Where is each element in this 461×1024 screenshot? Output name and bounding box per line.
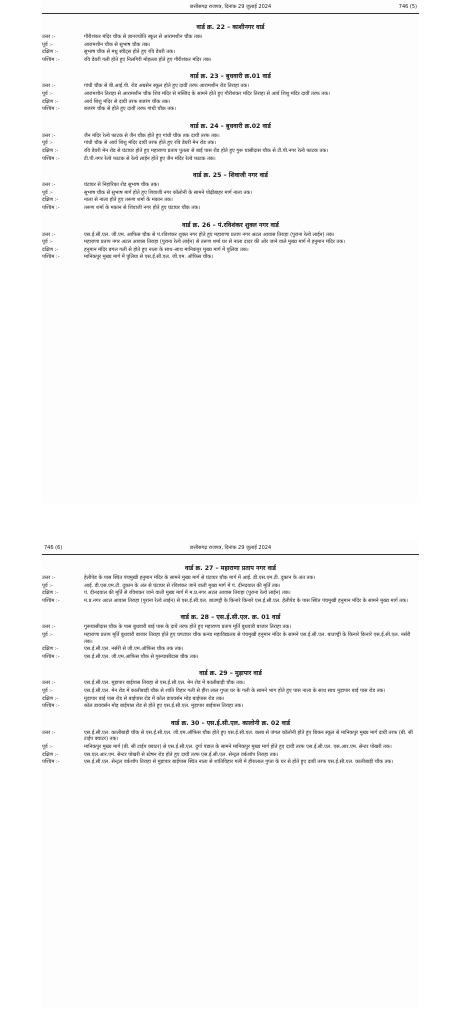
boundary-direction: पूर्व :- [42, 239, 53, 246]
boundary-description: गौरीशंकर मंदिर चौक से ज्ञानज्योति स्कूल से आरामशीन चौक तक। [84, 34, 203, 40]
boundary-description: घंटाघर से निहारिका रोड सुभाष चौक तक। [84, 182, 160, 189]
ward-section [42, 563, 419, 604]
boundary-row [42, 197, 419, 204]
boundary-row [42, 632, 419, 645]
boundary-description: गांधी चौक से आर्य शिशु मंदिर दायीं तरफ होते हुए रवि डेयरी मेन रोड तक। [84, 140, 217, 147]
boundary-direction: उत्तर :- [42, 575, 56, 581]
boundary-description: तरूण शर्मा के मकान से शिवाजी नगर होते हुए घंटाघर चौक तक। [84, 204, 200, 211]
boundary-description: मानिकपुर मुख्य मार्ग में पुलिया से एस.ई.सी.एल. जी.एम. ऑफिस चौक। [84, 254, 213, 261]
gazette-header-title: छत्तीसगढ़ राजपत्र, दिनांक 29 जुलाई 2024 [189, 545, 272, 551]
boundary-row [42, 239, 419, 246]
boundary-direction: पश्चिम :- [42, 254, 60, 261]
boundary-direction: दक्षिण :- [42, 646, 59, 653]
boundary-description: कोल डायवर्सन मोड़ बाईपास रोड से होते हुए एस.ई.सी.एल. मुड़ापार बाईपास तिराहा तक। [84, 703, 244, 710]
boundary-row [42, 752, 419, 759]
boundary-direction: पूर्व :- [42, 90, 53, 97]
boundary-description: महाराणा प्रताप नगर अटल आवास तिराहा (पुराना रेल्वे लाईन) से तरूण शर्मा घर से नाला दादर की ओर जाने वाले मुख्य मार्ग में हनुमान मंदिर तक। [84, 239, 345, 246]
boundary-direction: पूर्व :- [42, 631, 53, 638]
boundary-row [42, 646, 419, 653]
boundary-row [42, 688, 419, 695]
boundary-description: महाराणा प्रताप मूर्ति बुधवारी बाजार तिराहा होते हुए घण्टाघर चौक कन्या महाविद्यालय से पंचमुखी हनुमान मंदिर के सामने एस.ई.सी.एल. बाउण्ड्री के किनारे किनारे एस.ई.सी.एल. नर्सरी तक। [84, 631, 411, 645]
boundary-row [42, 91, 419, 98]
boundary-description: रवि डेयरी मेन रोड से घंटाघर होते हुए महाराणा प्रताप पुतला से बाईं पास रोड होते हुए गुरू घासीदास चौक से टी.पी.नगर रेल्वे फाटक तक। [84, 147, 329, 154]
boundary-row [42, 744, 419, 751]
boundary-row [42, 133, 419, 140]
gazette-page-2 [42, 541, 419, 1009]
boundary-row [42, 205, 419, 212]
boundary-description: आरामशीन चौक से सुभाष चौक तक। [84, 41, 151, 48]
boundary-description: गुरूघासीदास चौक के पास बुधवारी बाई पास के दायें तरफ होते हुए महाराणा प्रताप मूर्ति बुधवारी बाजार तिराहा तक। [84, 624, 292, 631]
boundary-description: रवि डेयरी गली होते हुए निलगिरी मोहल्ला होते हुए गौरीशंकर मंदिर तक। [84, 56, 212, 63]
page-header [42, 541, 419, 555]
ward-section [42, 22, 419, 63]
boundary-row [42, 156, 419, 163]
ward-section [42, 220, 419, 261]
boundary-row [42, 654, 419, 661]
boundary-direction: दक्षिण :- [42, 98, 59, 105]
boundary-direction: पूर्व :- [42, 41, 53, 48]
boundary-row [42, 583, 419, 590]
boundary-direction: उत्तर :- [42, 729, 56, 736]
boundary-direction: पश्चिम :- [42, 759, 60, 766]
boundary-direction: दक्षिण :- [42, 695, 59, 702]
ward-section [42, 71, 419, 112]
gazette-page-1 [42, 0, 419, 503]
boundary-row [42, 759, 419, 766]
boundary-direction: दक्षिण :- [42, 246, 59, 253]
gazette-header-title: छत्तीसगढ़ राजपत्र, दिनांक 29 जुलाई 2024 [189, 4, 272, 10]
ward-title: वार्ड क्र. 25 – शिवाजी नगर वार्ड [193, 172, 268, 180]
boundary-direction: उत्तर :- [42, 624, 56, 631]
boundary-direction: उत्तर :- [42, 182, 56, 189]
boundary-row [42, 99, 419, 106]
ward-section [42, 718, 419, 766]
boundary-direction: उत्तर :- [42, 680, 56, 687]
boundary-row [42, 730, 419, 743]
ward-title: वार्ड क्र. 28 – एस.ई.सी.एल. क्र. 01 वार्ड [180, 614, 281, 622]
ward-title: वार्ड क्र. 24 – बुधवारी क्र.02 वार्ड [190, 122, 271, 130]
boundary-description: टी.पी.नगर रेल्वे फाटक से रेल्वे लाईन होते हुए जैन मंदिर रेल्वे फाटक तक। [84, 155, 216, 162]
boundary-description: सुभाष चौक से मधु स्वीट्स होते हुए रवि डेयरी तक। [84, 49, 175, 56]
boundary-direction: दक्षिण :- [42, 197, 59, 204]
boundary-direction: पश्चिम :- [42, 155, 60, 162]
boundary-direction: उत्तर :- [42, 34, 56, 40]
page-body [42, 22, 419, 261]
boundary-description: एस.ई.सी.एल. मुड़ापार बाईपास तिराहा से एस.ई.सी.एल. मेन रोड में कालीबाड़ी चौक तक। [84, 680, 245, 687]
boundary-direction: पश्चिम :- [42, 653, 60, 660]
boundary-row [42, 140, 419, 147]
boundary-row [42, 106, 419, 113]
boundary-description: गांधी चौक से बी.आई.पी. रोड अग्रसेन स्कूल होते हुए दायीं तरफ आरामशीन रोड तिराहा तक। [84, 83, 250, 90]
boundary-description: एस.ई.सी.एल. मेन रोड में कालीबाड़ी चौक से शांति विहार गली से हीरा लाल गुप्ता घर के गली के सामने भाग होते हुए पास नाला के साथ साथ मुड़ापार बाई पास रोड तक। [84, 687, 386, 694]
page-number: 746 (5) [398, 4, 417, 10]
ward-title: वार्ड क्र. 23 – बुधवारी क्र.01 वार्ड [190, 73, 271, 81]
boundary-direction: पश्चिम :- [42, 106, 60, 113]
boundary-description: मानिकपुर मुख्य मार्ग (बी. सी टाईप क्वाटर) से एस.ई.सी.एल. दुर्गा पंडाल के सामने मानिकपुर मुख्य मार्ग होते हुए दायीं तरफ एस.ई.सी.एल. एस.आर.एम. सेन्टर पोखरी तक। [84, 743, 392, 750]
page-header [42, 0, 419, 14]
boundary-direction: पश्चिम :- [42, 56, 60, 63]
boundary-description: आरामशीन तिराहा से आरामशीन चौक शिव मंदिर से मस्जिद के सामने होते हुए गौरीशंकर मंदिर तिराहा से आर्य शिशु मंदिर दायीं तरफ तक। [84, 90, 330, 97]
ward-title: वार्ड क्र. 29 – मुड़ापार वार्ड [199, 670, 262, 678]
boundary-direction: उत्तर :- [42, 132, 56, 139]
boundary-row [42, 624, 419, 631]
boundary-row [42, 57, 419, 64]
boundary-row [42, 190, 419, 197]
ward-title: वार्ड क्र. 27 – महाराणा प्रताप नगर वार्ड [184, 565, 276, 572]
boundary-description: म.प्र.नगर अटल आवास तिराहा (पुराना रेल्वे लाईन) से एस.ई.सी.एल. बाउण्ड्री के किनारे किनारे एस.ई.सी.एल. हेलीपेड के पास स्थित पंचमुखी हनुमान मंदिर के सामने मुख्य मार्ग तक। [84, 597, 408, 604]
ward-title: वार्ड क्र. 30 – एस.ई.सी.एल. कालोनी क्र. 02 वार्ड [170, 719, 291, 727]
boundary-direction: पूर्व :- [42, 743, 53, 750]
boundary-description: एस.ई.सी.एल. नर्सरी से जी.एम.ऑफिस चौक तक तक। [84, 646, 184, 653]
boundary-direction: दक्षिण :- [42, 49, 59, 56]
boundary-row [42, 148, 419, 155]
boundary-row [42, 49, 419, 56]
boundary-direction: पश्चिम :- [42, 703, 60, 710]
boundary-row [42, 575, 419, 582]
boundary-row [42, 590, 419, 597]
boundary-description: एस.एल.आर.एम. सेन्टर पोखरी से स्टेषन रोड होते हुए दायीं तरफ एस.ई.सी.एल. सेन्ट्रल वर्कशॉप तिराहा तक। [84, 751, 279, 758]
boundary-direction: पूर्व :- [42, 687, 53, 694]
boundary-direction: पश्चिम :- [42, 597, 60, 604]
ward-section [42, 612, 419, 660]
boundary-description: मुड़ापार बाई पास रोड से बाईपास रोड में कोल डायवर्सन मोड़ बाईपास रोड तक। [84, 695, 225, 702]
boundary-description: पं. दीनदयाल की मूर्ति से रविशंकर जाने वाली मुख्य मार्ग में म.प्र.नगर अटल आवास तिराहा (पुराना रेल्वे लाईन) तक। [84, 590, 291, 597]
boundary-description: नाला से नाला होते हुए तरूण शर्मा के मकान तक। [84, 197, 173, 204]
boundary-direction: उत्तर :- [42, 83, 56, 90]
boundary-description: जैन मंदिर रेल्वे फाटक से जैन चौक होते हुए गांधी चौक तक दायीं तरफ तक। [84, 132, 220, 139]
ward-title: वार्ड क्र. 22 – काशीनगर वार्ड [196, 24, 265, 31]
boundary-row [42, 182, 419, 189]
boundary-description: हेलीपेड के पास स्थित पंचमुखी हनुमान मंदिर के सामने मुख्य मार्ग से घंटाघर चौक मार्ग में आई. डी.एस.एम.टी. दुकान के अंत तक। [84, 575, 316, 581]
page-number: 746 (6) [44, 545, 63, 551]
boundary-row [42, 83, 419, 90]
boundary-row [42, 696, 419, 703]
boundary-direction: दक्षिण :- [42, 751, 59, 758]
boundary-description: सुभाष चौक से सुभाष मार्ग होते हुए शिवाजी नगर कॉलोनी के सामने पोढ़ीबाहर मार्ग नाला तक। [84, 189, 253, 196]
boundary-row [42, 703, 419, 710]
boundary-direction: पूर्व :- [42, 189, 53, 196]
ward-section [42, 668, 419, 709]
boundary-description: एस.ई.सी.एल. जी.एम.आफिस चौक से गुरूघासीदास चौक तक। [84, 653, 199, 660]
ward-section [42, 121, 419, 162]
boundary-row [42, 598, 419, 605]
boundary-description: बजरंग चौक से होते हुए दायीं तरफ गांधी चौक तक। [84, 106, 176, 113]
boundary-row [42, 232, 419, 239]
boundary-row [42, 680, 419, 687]
boundary-description: आई. डी.एस.एम.टी. दुकान के अंत से घंटाघर से रविशंकर जाने वाली मुख्य मार्ग में पं. दीनदयाल की मूर्ति तक। [84, 582, 281, 589]
boundary-direction: पश्चिम :- [42, 204, 60, 211]
boundary-row [42, 247, 419, 254]
boundary-row [42, 42, 419, 49]
boundary-description: आर्य शिशु मंदिर से दायीं तरफ बजरंग चौक तक। [84, 98, 171, 105]
boundary-direction: उत्तर :- [42, 231, 56, 238]
page-body [42, 563, 419, 766]
boundary-direction: पूर्व :- [42, 582, 53, 589]
boundary-row [42, 254, 419, 261]
ward-title: वार्ड क्र. 26 – पं.रविशंकर शुक्ल नगर वार्ड [182, 221, 279, 229]
boundary-description: हनुमान मंदिर बगल गली से होते हुए नाला के साथ–साथ मानिकपुर मुख्य मार्ग में पुलिया तक। [84, 246, 249, 253]
boundary-row [42, 34, 419, 41]
boundary-direction: दक्षिण :- [42, 147, 59, 154]
boundary-description: एस.ई.सी.एल. जी.एम. आफिस चौक से पं.रविशंकर शुक्ल नगर होते हुए महाराणा प्रताप नगर अटल आवास तिराहा (पुराना रेल्वे लाईन) तक। [84, 231, 335, 238]
ward-section [42, 170, 419, 211]
boundary-direction: दक्षिण :- [42, 590, 59, 597]
boundary-description: एस.ई.सी.एल. सेन्ट्रल वर्कशॉप तिराहा से मुड़ापार बाईपास स्थित नाला से शांतिविहार गली में हीरालाल गुप्ता के घर से होते हुए दायीं तरफ एस.ई.सी.एल. कालीबाड़ी चौक तक। [84, 759, 394, 766]
boundary-description: एस.ई.सी.एल. कालीबाड़ी चौक से एस.ई.सी.एल. जी.एम.ऑफिस चौक होते हुए एस.ई.सी.एल. क्लब से जंगल कॉलोनी होते हुए बिकन स्कूल से मानिकपुर मुख्य मार्ग दायीं तरफ (बी. सी टाईप क्वाटर) तक। [84, 729, 413, 743]
boundary-direction: पूर्व :- [42, 140, 53, 147]
